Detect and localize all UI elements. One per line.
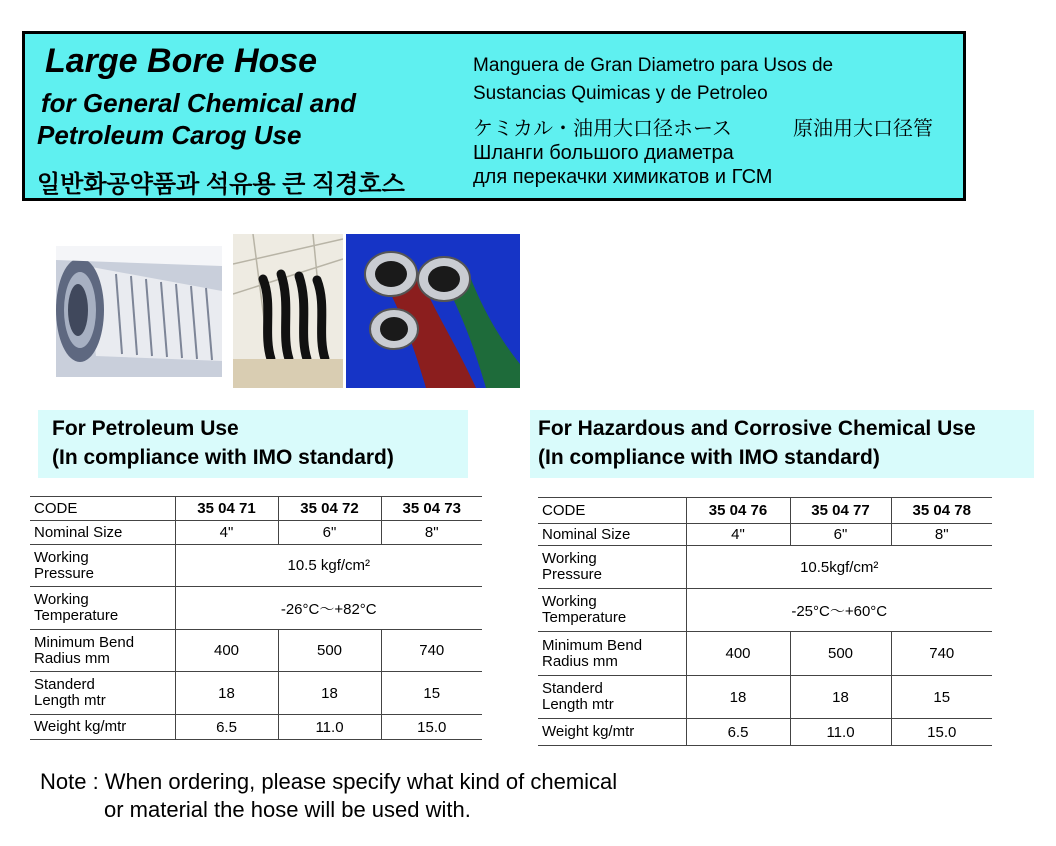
length-cell: 15 <box>891 676 992 719</box>
table-row <box>538 719 992 746</box>
chemical-heading-line-1: For Hazardous and Corrosive Chemical Use <box>538 417 976 440</box>
label-line: Standerd <box>34 676 95 693</box>
standard-length-label <box>30 672 175 715</box>
table-row <box>538 676 992 719</box>
working-pressure-cell: 10.5 kgf/cm² <box>175 545 482 587</box>
petroleum-heading-line-1: For Petroleum Use <box>52 417 239 440</box>
label-line: Temperature <box>542 609 627 626</box>
table-row <box>538 524 992 546</box>
page-title: Large Bore Hose <box>45 42 318 80</box>
code-cell: 35 04 76 <box>686 498 790 524</box>
bend-radius-label <box>30 630 175 672</box>
working-temperature-cell: -26°C～+82°C <box>175 587 482 630</box>
table-row <box>30 715 482 740</box>
title-banner <box>22 31 966 201</box>
spanish-title-line-1: Manguera de Gran Diametro para Usos de <box>473 55 834 76</box>
chemical-heading-line-2: (In compliance with IMO standard) <box>538 446 880 469</box>
order-note-line-1: Note : When ordering, please specify what kind of chemical <box>40 769 618 794</box>
label-line: Temperature <box>34 607 119 624</box>
code-cell: 35 04 72 <box>278 497 381 521</box>
table-row <box>538 632 992 676</box>
weight-cell: 15.0 <box>891 719 992 746</box>
working-temperature-label <box>30 587 175 630</box>
nominal-size-label: Nominal Size <box>30 521 175 545</box>
subtitle-line-2: Petroleum Carog Use <box>37 120 302 150</box>
bend-radius-cell: 500 <box>790 632 891 676</box>
chemical-section-heading <box>530 410 1034 478</box>
weight-cell: 6.5 <box>686 719 790 746</box>
nominal-size-cell: 6" <box>278 521 381 545</box>
bend-radius-cell: 500 <box>278 630 381 672</box>
table-row <box>30 587 482 630</box>
chemical-spec-table <box>538 497 992 746</box>
length-cell: 15 <box>381 672 482 715</box>
code-cell: 35 04 73 <box>381 497 482 521</box>
code-label: CODE <box>538 498 686 524</box>
table-row <box>30 497 482 521</box>
subtitle-line-1: for General Chemical and <box>41 88 356 118</box>
working-temperature-label <box>538 589 686 632</box>
label-line: Working <box>34 591 89 608</box>
japanese-title: ケミカル・油用大口径ホース <box>473 118 732 140</box>
nominal-size-cell: 4" <box>175 521 278 545</box>
code-label: CODE <box>30 497 175 521</box>
label-line: Working <box>542 550 597 567</box>
bend-radius-cell: 740 <box>381 630 482 672</box>
nominal-size-cell: 6" <box>790 524 891 546</box>
table-row <box>538 589 992 632</box>
label-line: Pressure <box>34 564 95 582</box>
code-cell: 35 04 71 <box>175 497 278 521</box>
weight-label: Weight kg/mtr <box>538 719 686 746</box>
bend-radius-cell: 740 <box>891 632 992 676</box>
working-pressure-label <box>538 546 686 589</box>
chinese-title: 原油用大口径管 <box>793 118 933 140</box>
petroleum-heading-line-2: (In compliance with IMO standard) <box>52 446 394 469</box>
label-line: Radius mm <box>34 649 110 667</box>
bend-radius-cell: 400 <box>686 632 790 676</box>
bend-radius-cell: 400 <box>175 630 278 672</box>
length-cell: 18 <box>278 672 381 715</box>
hose-couplings-photo <box>346 234 520 388</box>
label-line: Length mtr <box>34 692 106 709</box>
label-line: Radius mm <box>542 652 618 670</box>
table-row <box>30 545 482 587</box>
working-pressure-cell: 10.5kgf/cm² <box>686 546 992 589</box>
nominal-size-cell: 8" <box>891 524 992 546</box>
label-line: Length mtr <box>542 696 614 713</box>
length-cell: 18 <box>686 676 790 719</box>
korean-title: 일반화공약품과 석유용 큰 직경호스 <box>37 171 405 198</box>
bend-radius-label <box>538 632 686 676</box>
order-note-line-2: or material the hose will be used with. <box>104 797 471 822</box>
label-line: Minimum Bend <box>34 633 135 651</box>
table-row <box>30 672 482 715</box>
label-line: Standerd <box>542 680 603 697</box>
petroleum-section-heading <box>38 410 468 478</box>
length-cell: 18 <box>175 672 278 715</box>
label-line: Working <box>542 593 597 610</box>
nominal-size-label: Nominal Size <box>538 524 686 546</box>
label-line: Pressure <box>542 566 603 583</box>
code-cell: 35 04 77 <box>790 498 891 524</box>
spanish-title-line-2: Sustancias Quimicas y de Petroleo <box>473 83 768 104</box>
standard-length-label <box>538 676 686 719</box>
weight-cell: 11.0 <box>790 719 891 746</box>
code-cell: 35 04 78 <box>891 498 992 524</box>
weight-cell: 15.0 <box>381 715 482 740</box>
russian-title-line-1: Шланги большого диаметра <box>473 142 734 164</box>
russian-title-line-2: для перекачки химикатов и ГСМ <box>473 166 773 188</box>
label-line: Minimum Bend <box>542 636 643 654</box>
weight-cell: 11.0 <box>278 715 381 740</box>
working-temperature-cell: -25°C～+60°C <box>686 589 992 632</box>
working-pressure-label <box>30 545 175 587</box>
weight-cell: 6.5 <box>175 715 278 740</box>
nominal-size-cell: 8" <box>381 521 482 545</box>
table-row <box>30 630 482 672</box>
nominal-size-cell: 4" <box>686 524 790 546</box>
table-row <box>538 546 992 589</box>
black-hoses-photo <box>233 234 343 388</box>
petroleum-spec-table <box>30 496 482 740</box>
length-cell: 18 <box>790 676 891 719</box>
table-row <box>30 521 482 545</box>
label-line: Working <box>34 548 89 566</box>
table-row <box>538 498 992 524</box>
weight-label: Weight kg/mtr <box>30 715 175 740</box>
flanged-hose-photo <box>56 246 222 377</box>
